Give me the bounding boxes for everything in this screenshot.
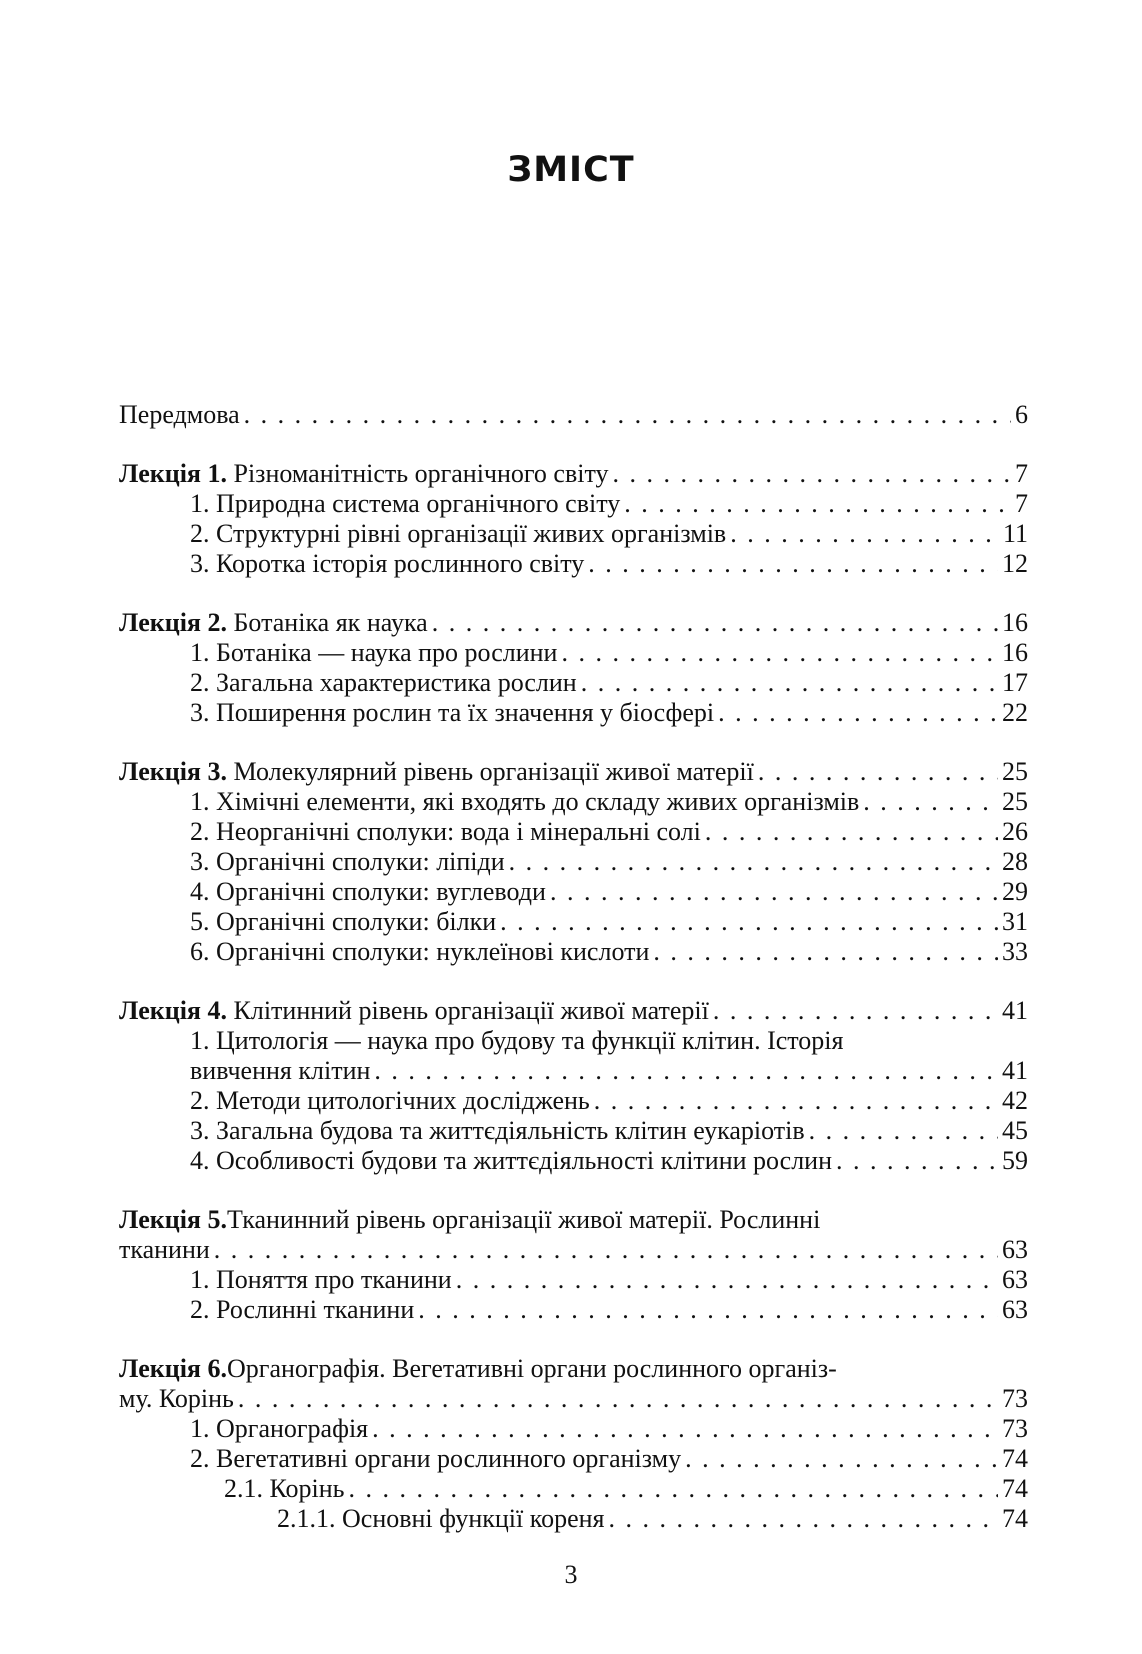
dot-leader [718,698,998,728]
toc-page-number: 26 [1002,817,1028,846]
dot-leader [374,1056,998,1086]
toc-entry-text: Клітинний рівень організації живої матерії [227,996,709,1025]
toc-page-number: 6 [1015,400,1028,429]
toc-page-number: 74 [1002,1504,1028,1533]
toc-entry-text: му. Корінь [119,1384,234,1413]
toc-page-number: 16 [1002,638,1028,667]
toc-entry-text: Ботаніка як наука [227,608,428,637]
toc-entry[interactable] [119,1265,1028,1295]
toc-page-number: 74 [1002,1474,1028,1503]
toc-entry-text: 2. Неорганічні сполуки: вода і мінеральні солі [190,817,701,846]
toc-entry-text: Тканинний рівень організації живої матерії. Рослинні [227,1205,821,1234]
toc-entry-text: 1. Поняття про тканини [190,1265,452,1294]
toc-entry-text: Передмова [119,400,240,429]
dot-leader [238,1384,998,1414]
toc-page-number: 11 [1002,519,1028,548]
dot-leader [214,1235,998,1265]
toc-section [119,608,1028,728]
toc-entry-text: Різноманітність органічного світу [227,459,609,488]
dot-leader [613,459,1012,489]
toc-page-number: 25 [1002,787,1028,816]
toc-entry[interactable] [119,1116,1028,1146]
toc-entry-text: 2. Вегетативні органи рослинного організму [190,1444,682,1473]
dot-leader [653,937,998,967]
dot-leader [500,907,998,937]
toc-entry-text: 3. Поширення рослин та їх значення у біосфері [190,698,715,727]
dot-leader [509,847,998,877]
toc-entry[interactable] [119,757,1028,787]
toc-entry-text: 2. Рослинні тканини [190,1295,415,1324]
dot-leader [685,1444,998,1474]
page-number: 3 [564,1560,578,1589]
dot-leader [550,877,998,907]
toc-entry[interactable] [119,937,1028,967]
dot-leader [730,519,999,549]
toc-page-number: 63 [1002,1265,1028,1294]
toc-entry-text: 3. Загальна будова та життєдіяльність клітин еукаріотів [190,1116,805,1145]
toc-entry[interactable] [119,1056,1028,1086]
toc-entry[interactable] [119,1414,1028,1444]
lecture-label: Лекція 6. [119,1354,227,1383]
toc-section [119,1354,1028,1534]
lecture-label: Лекція 2. [119,608,227,637]
toc-entry-first-line [119,1205,1028,1235]
dot-leader [624,489,1011,519]
toc-page-number: 22 [1002,698,1028,727]
dot-leader [372,1414,998,1444]
toc-entry-text: 4. Особливості будови та життєдіяльності клітини рослин [190,1146,833,1175]
toc-section [119,757,1028,967]
toc-entry-text: 1. Природна система органічного світу [190,489,621,518]
toc-entry-text: 1. Ботаніка — наука про рослини [190,638,558,667]
toc-page-number: 28 [1002,847,1028,876]
toc-page-number: 63 [1002,1295,1028,1324]
dot-leader [349,1474,998,1504]
toc-entry[interactable] [119,1384,1028,1414]
toc-entry[interactable] [119,1444,1028,1474]
dot-leader [588,549,998,579]
toc-entry[interactable] [119,519,1028,549]
toc-entry-text: 2.1. Корінь [224,1474,345,1503]
toc-entry-text: Органографія. Вегетативні органи рослинного організ- [227,1354,837,1383]
toc-page-number: 16 [1002,608,1028,637]
page-title: ЗМІСТ [507,150,635,190]
toc-entry[interactable] [119,996,1028,1026]
toc-section [119,1205,1028,1325]
toc-entry[interactable] [119,400,1028,430]
toc-entry-text: 6. Органічні сполуки: нуклеїнові кислоти [190,937,650,966]
lecture-label: Лекція 3. [119,757,227,786]
dot-leader [244,400,1011,430]
toc-entry-text: 1. Хімічні елементи, які входять до складу живих організмів [190,787,860,816]
toc-entry[interactable] [119,1146,1028,1176]
toc-entry-text: 2. Структурні рівні організації живих організмів [190,519,727,548]
toc-page-number: 73 [1002,1384,1028,1413]
toc-entry-text: 1. Цитологія — наука про будову та функції клітин. Історія [190,1026,844,1055]
toc-entry-text: тканини [119,1235,210,1264]
toc-page-number: 63 [1002,1235,1028,1264]
toc-page-number: 59 [1002,1146,1028,1175]
toc-entry-text: 3. Органічні сполуки: ліпіди [190,847,505,876]
dot-leader [863,787,998,817]
toc-entry[interactable] [119,608,1028,638]
toc-entry-text: Молекулярний рівень організації живої матерії [227,757,754,786]
toc-page-number: 17 [1002,668,1028,697]
dot-leader [418,1295,998,1325]
toc-entry-text: 2. Загальна характеристика рослин [190,668,577,697]
toc-entry[interactable] [119,698,1028,728]
dot-leader [713,996,998,1026]
lecture-label: Лекція 5. [119,1205,227,1234]
toc-entry-text: 4. Органічні сполуки: вуглеводи [190,877,546,906]
toc-entry[interactable] [119,459,1028,489]
toc-page-number: 31 [1002,907,1028,936]
toc-page-number: 33 [1002,937,1028,966]
toc-entry[interactable] [119,1295,1028,1325]
table-of-contents [119,400,1028,1563]
dot-leader [581,668,998,698]
toc-entry[interactable] [119,1086,1028,1116]
toc-page-number: 45 [1002,1116,1028,1145]
toc-entry[interactable] [119,489,1028,519]
dot-leader [836,1146,998,1176]
toc-page-number: 12 [1002,549,1028,578]
toc-entry[interactable] [119,1235,1028,1265]
toc-page-number: 73 [1002,1414,1028,1443]
toc-page-number: 74 [1002,1444,1028,1473]
toc-page-number: 42 [1002,1086,1028,1115]
dot-leader [608,1504,998,1534]
toc-section [119,459,1028,579]
toc-page-number: 41 [1002,996,1028,1025]
toc-entry[interactable] [119,907,1028,937]
toc-entry-text: вивчення клітин [190,1056,371,1085]
toc-entry[interactable] [119,549,1028,579]
toc-entry[interactable] [119,817,1028,847]
dot-leader [456,1265,998,1295]
dot-leader [561,638,998,668]
dot-leader [758,757,998,787]
dot-leader [432,608,998,638]
toc-page-number: 41 [1002,1056,1028,1085]
dot-leader [705,817,998,847]
toc-entry[interactable] [119,668,1028,698]
toc-entry[interactable] [119,1504,1028,1534]
toc-entry-text: 1. Органографія [190,1414,369,1443]
toc-entry[interactable] [119,877,1028,907]
toc-entry-text: 2. Методи цитологічних досліджень [190,1086,590,1115]
toc-entry[interactable] [119,787,1028,817]
toc-entry[interactable] [119,638,1028,668]
toc-entry[interactable] [119,1474,1028,1504]
toc-entry-first-line [119,1354,1028,1384]
toc-page-number: 29 [1002,877,1028,906]
toc-entry[interactable] [119,847,1028,877]
toc-page-number: 7 [1015,489,1028,518]
toc-entry-text: 2.1.1. Основні функції кореня [277,1504,605,1533]
lecture-label: Лекція 1. [119,459,227,488]
toc-page-number: 25 [1002,757,1028,786]
dot-leader [809,1116,998,1146]
toc-page-number: 7 [1015,459,1028,488]
lecture-label: Лекція 4. [119,996,227,1025]
toc-section [119,400,1028,430]
dot-leader [594,1086,998,1116]
toc-section [119,996,1028,1176]
toc-entry-text: 5. Органічні сполуки: білки [190,907,497,936]
toc-entry-text: 3. Коротка історія рослинного світу [190,549,585,578]
toc-entry-first-line [119,1026,1028,1056]
